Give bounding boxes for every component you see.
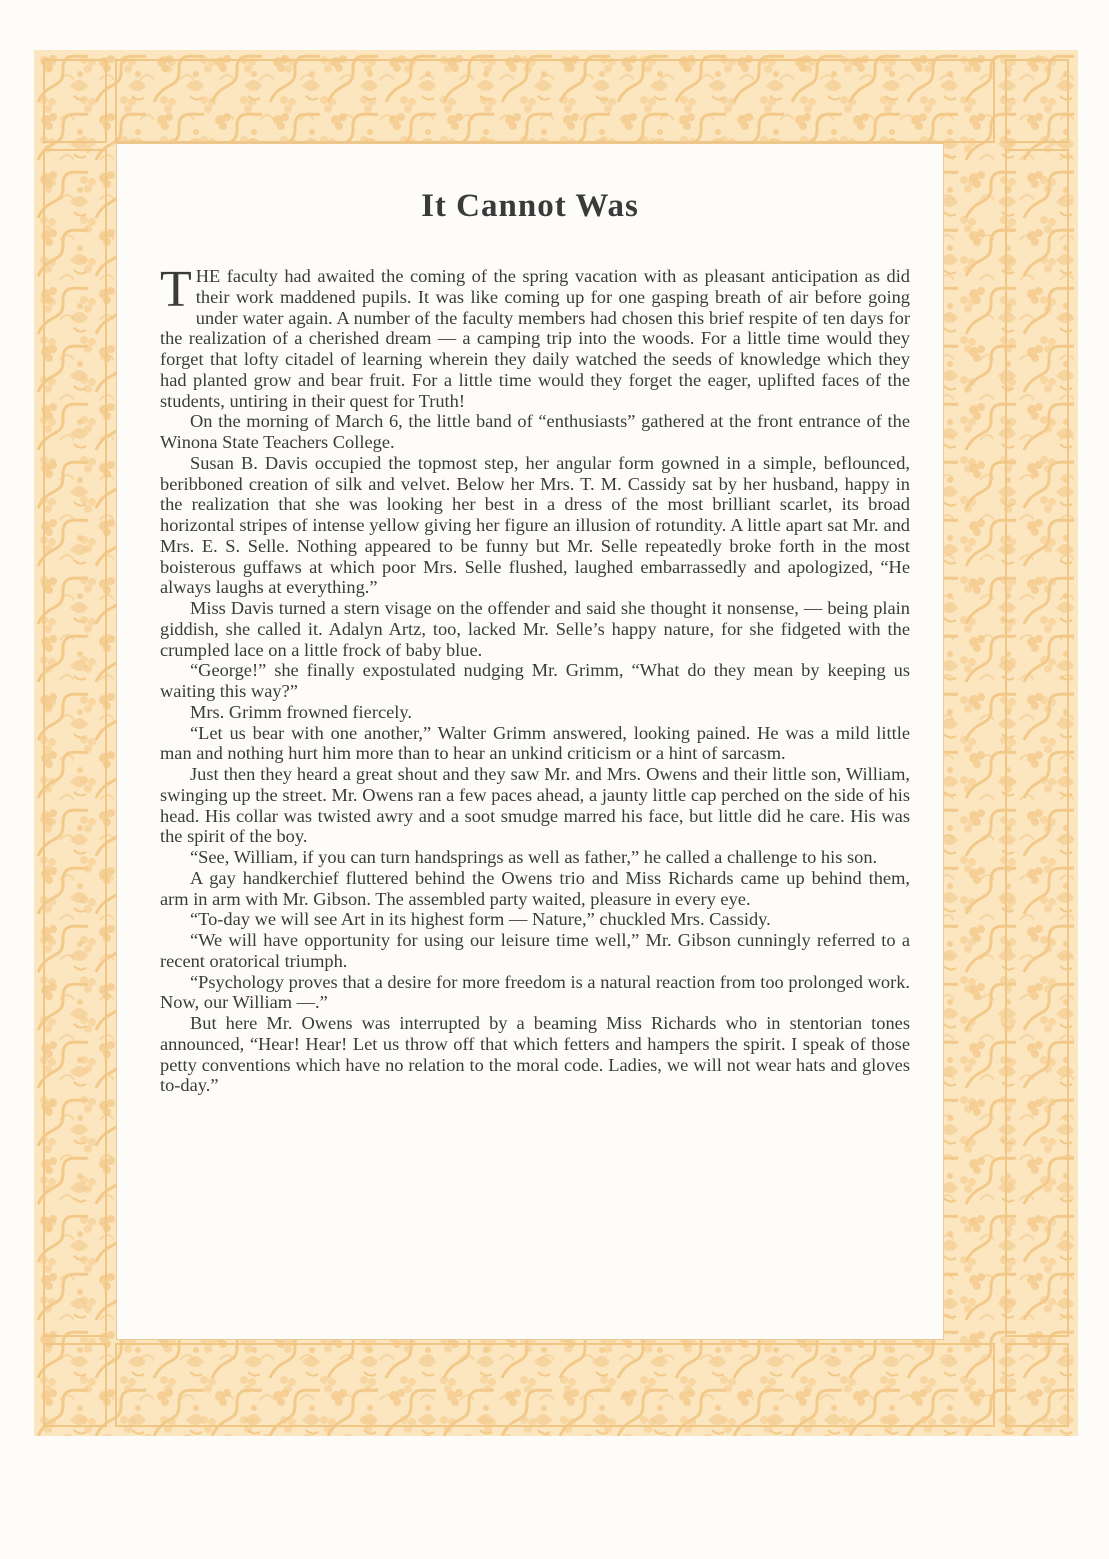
paragraph: A gay handkerchief fluttered behind the Owens trio and Miss Richards came up behind them, arm in arm with Mr. Gibson. The assembled party waited, pleasure in every eye. [160,867,910,909]
article-body [160,261,910,1096]
paragraph: “Psychology proves that a desire for more freedom is a natural reaction from too prolonged work. Now, our William —.” [160,971,910,1013]
article-title: It Cannot Was [421,188,639,224]
paragraph: “George!” she finally expostulated nudging Mr. Grimm, “What do they mean by keeping us waiting this way?” [160,660,910,701]
paragraph: Just then they heard a great shout and they saw Mr. and Mrs. Owens and their little son, William, swinging up the street. Mr. Owens ran a few paces ahead, a jaunty little cap perched on the side of his head. His collar was twisted awry and a soot smudge marred his face, but little did he care. His was the spirit of the boy. [160,764,910,847]
paragraph: But here Mr. Owens was interrupted by a beaming Miss Richards who in stentorian tones announced, “Hear! Hear! Let us throw off that which fetters and hampers the spirit. I speak of those petty conventions which have no relation to the moral code. Ladies, we will not wear hats and gloves to-day.” [160,1013,910,1096]
paragraph: Miss Davis turned a stern visage on the offender and said she thought it nonsense, — being plain giddish, she called it. Adalyn Artz, too, lacked Mr. Selle’s happy nature, for she fidgeted with the crumpled lace on a little frock of baby blue. [160,598,910,660]
paragraph: “To-day we will see Art in its highest form — Nature,” chuckled Mrs. Cassidy. [190,909,771,930]
paragraph: “We will have opportunity for using our leisure time well,” Mr. Gibson cunningly referred to a recent oratorical triumph. [160,930,910,971]
paragraph: “See, William, if you can turn handsprings as well as father,” he called a challenge to his son. [190,847,878,867]
paragraph: “Let us bear with one another,” Walter Grimm answered, looking pained. He was a mild little man and nothing hurt him more than to hear an unkind criticism or a hint of sarcasm. [160,722,910,764]
paragraph: On the morning of March 6, the little band of “enthusiasts” gathered at the front entrance of the Winona State Teachers College. [160,411,910,452]
drop-cap: T [160,261,192,318]
paragraph: Mrs. Grimm frowned fiercely. [190,701,412,722]
first-paragraph [160,261,910,411]
first-paragraph-text: HE faculty had awaited the coming of the spring vacation with as pleasant anticipation as did their work maddened pupils. It was like coming up for one gasping breath of air before going under water again. A number of the faculty members had chosen this brief respite of ten days for the realization of a cherished dream — a camping trip into the woods. For a little time would they forget that lofty citadel of learning wherein they daily watched the seeds of knowledge which they had planted grow and bear fruit. For a little time would they forget the eager, uplifted faces of the students, untiring in their quest for Truth! [160,266,910,411]
paragraph: Susan B. Davis occupied the topmost step, her angular form gowned in a simple, beflounced, beribboned creation of silk and velvet. Below her Mrs. T. M. Cassidy sat by her husband, happy in the realization that she was looking her best in a dress of the most brilliant scarlet, its broad horizontal stripes of intense yellow giving her figure an illusion of rotundity. A little apart sat Mr. and Mrs. E. S. Selle. Nothing appeared to be funny but Mr. Selle repeatedly broke forth in the most boisterous guffaws at which poor Mrs. Selle flushed, laughed embarrassedly and apologized, “He always laughs at everything.” [160,452,910,598]
